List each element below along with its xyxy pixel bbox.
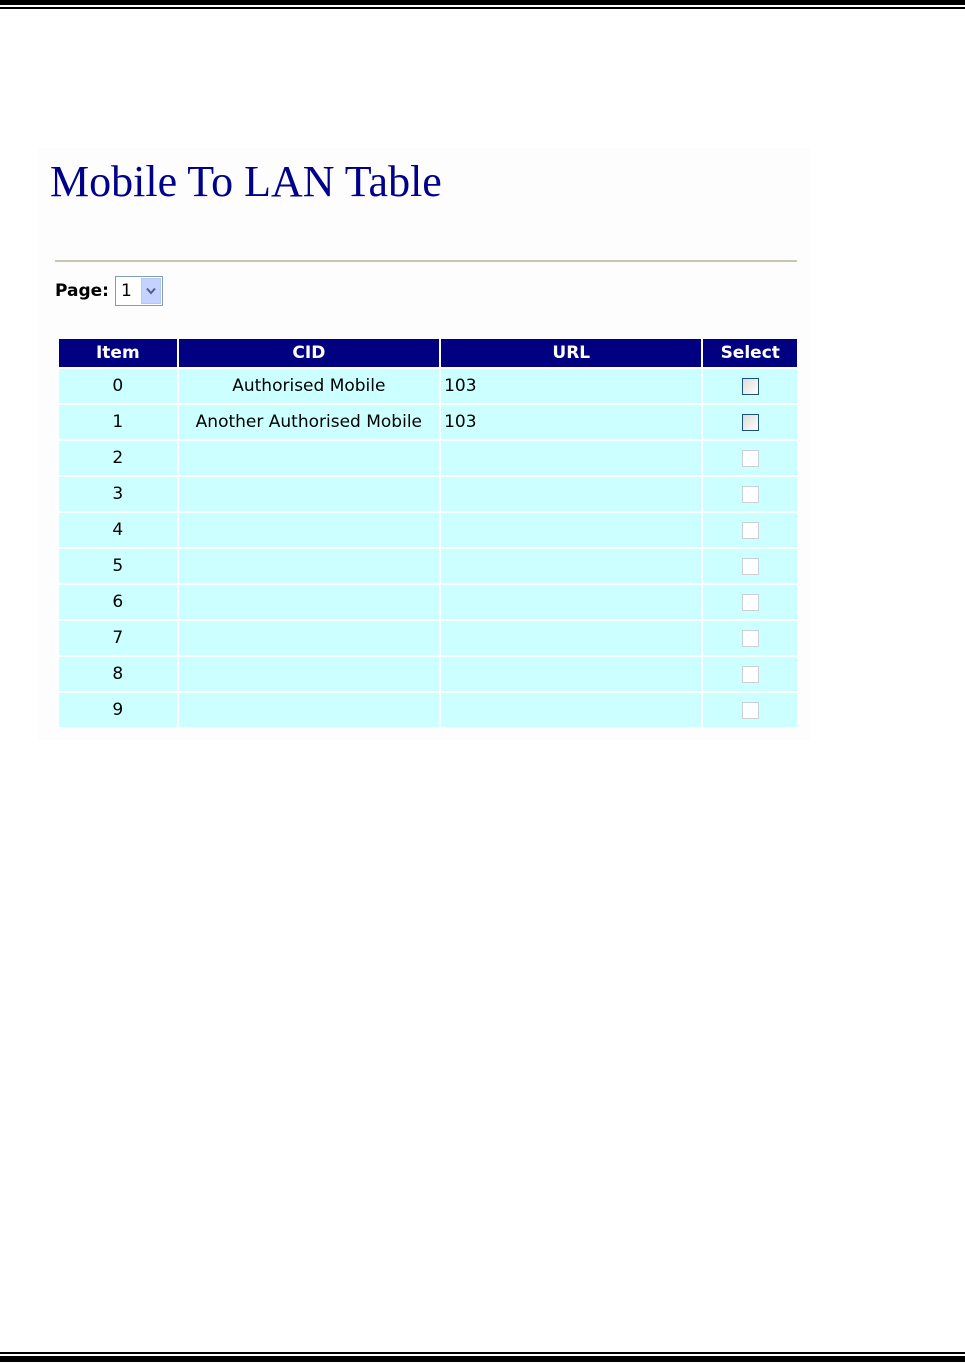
row-select-cell <box>703 405 797 439</box>
row-item: 6 <box>59 585 177 619</box>
row-item: 7 <box>59 621 177 655</box>
row-cid <box>179 441 439 475</box>
row-item: 3 <box>59 477 177 511</box>
top-rule-thick <box>0 0 965 5</box>
row-select-checkbox-disabled <box>742 630 759 647</box>
bottom-rule-thick <box>0 1356 965 1362</box>
row-item: 9 <box>59 693 177 727</box>
row-select-checkbox-disabled <box>742 594 759 611</box>
row-select-cell <box>703 369 797 403</box>
row-select-cell <box>703 441 797 475</box>
bottom-page-rule <box>0 1352 965 1363</box>
table-row <box>59 621 797 655</box>
row-select-cell <box>703 549 797 583</box>
row-select-cell <box>703 513 797 547</box>
table-row <box>59 549 797 583</box>
row-select-checkbox-disabled <box>742 450 759 467</box>
row-item: 4 <box>59 513 177 547</box>
mobile-to-lan-table <box>57 337 799 729</box>
table-header-row <box>59 339 797 367</box>
row-select-checkbox[interactable] <box>742 378 759 395</box>
row-select-cell <box>703 693 797 727</box>
row-url <box>441 585 701 619</box>
page-select-dropdown-button[interactable] <box>141 278 161 304</box>
table-row <box>59 657 797 691</box>
row-select-cell <box>703 585 797 619</box>
row-cid <box>179 513 439 547</box>
row-url: 103 <box>441 369 701 403</box>
row-cid <box>179 585 439 619</box>
header-cid: CID <box>179 339 439 367</box>
mobile-to-lan-panel <box>38 148 810 740</box>
chevron-down-icon <box>146 287 156 295</box>
row-url <box>441 693 701 727</box>
table-row <box>59 369 797 403</box>
row-select-checkbox-disabled <box>742 702 759 719</box>
page-select-value: 1 <box>120 281 132 301</box>
page-title: Mobile To LAN Table <box>50 157 442 206</box>
row-cid <box>179 621 439 655</box>
table-row <box>59 693 797 727</box>
row-select-checkbox-disabled <box>742 486 759 503</box>
table-row <box>59 441 797 475</box>
header-item: Item <box>59 339 177 367</box>
page-select[interactable] <box>115 276 163 306</box>
table-row <box>59 477 797 511</box>
row-select-cell <box>703 657 797 691</box>
row-cid <box>179 693 439 727</box>
row-url <box>441 657 701 691</box>
row-item: 5 <box>59 549 177 583</box>
row-url <box>441 441 701 475</box>
table-row <box>59 585 797 619</box>
row-select-checkbox-disabled <box>742 522 759 539</box>
row-url <box>441 621 701 655</box>
row-cid <box>179 477 439 511</box>
row-cid: Authorised Mobile <box>179 369 439 403</box>
row-cid <box>179 657 439 691</box>
top-rule-thin <box>0 7 965 9</box>
row-select-checkbox[interactable] <box>742 414 759 431</box>
row-item: 1 <box>59 405 177 439</box>
row-select-cell <box>703 621 797 655</box>
row-cid: Another Authorised Mobile <box>179 405 439 439</box>
top-page-rule <box>0 0 965 9</box>
row-select-checkbox-disabled <box>742 558 759 575</box>
table-row <box>59 405 797 439</box>
row-cid <box>179 549 439 583</box>
bottom-rule-thin <box>0 1352 965 1354</box>
header-select: Select <box>703 339 797 367</box>
row-item: 8 <box>59 657 177 691</box>
row-select-cell <box>703 477 797 511</box>
row-item: 0 <box>59 369 177 403</box>
title-divider <box>55 260 797 262</box>
row-select-checkbox-disabled <box>742 666 759 683</box>
row-item: 2 <box>59 441 177 475</box>
header-url: URL <box>441 339 701 367</box>
page-selector <box>55 275 163 307</box>
row-url <box>441 477 701 511</box>
table-row <box>59 513 797 547</box>
row-url <box>441 549 701 583</box>
row-url <box>441 513 701 547</box>
page-label: Page: <box>55 281 109 301</box>
row-url: 103 <box>441 405 701 439</box>
